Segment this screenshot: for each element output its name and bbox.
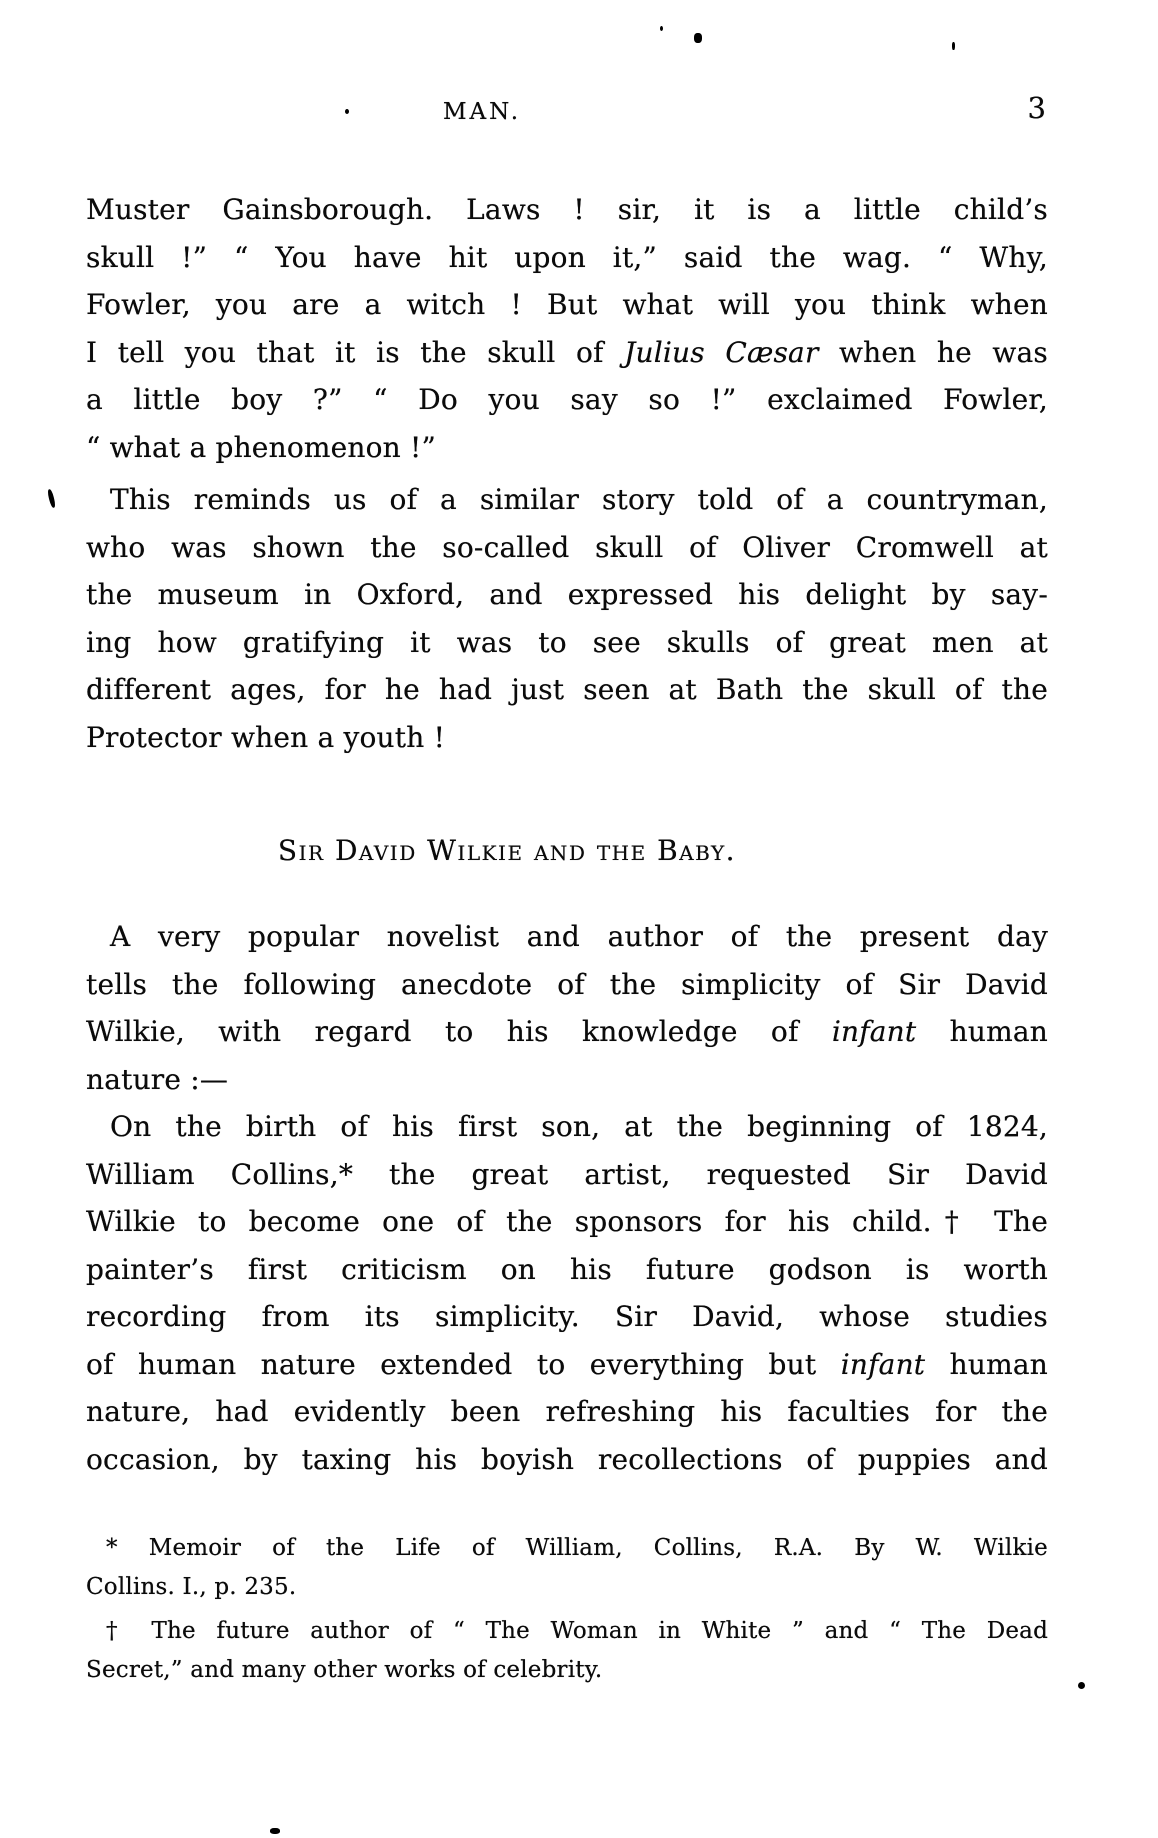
text-line bbox=[86, 1568, 1048, 1607]
text-segment: human bbox=[916, 1015, 1049, 1048]
text-segment: Muster Gainsborough. Laws ! sir, it is a little child’s bbox=[86, 193, 1048, 226]
text-line bbox=[86, 186, 1048, 234]
text-line bbox=[86, 619, 1048, 667]
text-line bbox=[86, 281, 1048, 329]
text-segment: who was shown the so-called skull of Oliver Cromwell at bbox=[86, 530, 1048, 564]
text-segment: different ages, for he had just seen at Bath the skull of the bbox=[86, 673, 1048, 706]
text-segment: “ what a phenomenon !” bbox=[86, 430, 436, 464]
text-line bbox=[86, 913, 1048, 961]
text-line bbox=[86, 1008, 1048, 1056]
ink-speck bbox=[952, 42, 955, 50]
text-line bbox=[86, 329, 1048, 377]
italic-text: infant bbox=[831, 1015, 917, 1048]
text-segment: recording from its simplicity. Sir David, whose studies bbox=[86, 1300, 1048, 1333]
text-line bbox=[86, 1198, 1048, 1246]
ink-speck bbox=[694, 33, 702, 43]
text-line bbox=[86, 1651, 1048, 1690]
text-line bbox=[86, 1612, 1048, 1651]
text-segment: † The future author of “ The Woman in White ” and “ The Dead bbox=[106, 1618, 1048, 1644]
section-heading: Sir David Wilkie and the Baby. bbox=[277, 834, 737, 867]
text-line bbox=[86, 1056, 1048, 1104]
text-segment: when he was bbox=[818, 335, 1048, 369]
text-line bbox=[86, 961, 1048, 1009]
text-line bbox=[86, 476, 1048, 524]
text-line bbox=[86, 1246, 1048, 1294]
text-line bbox=[86, 1293, 1048, 1341]
page-header bbox=[86, 91, 1048, 134]
text-segment: nature, had evidently been refreshing his faculties for the bbox=[86, 1395, 1048, 1428]
text-line bbox=[86, 376, 1048, 424]
text-segment: A very popular novelist and author of the present day bbox=[110, 920, 1048, 953]
text-segment: On the birth of his first son, at the beginning of 1824, bbox=[110, 1110, 1048, 1143]
ink-speck bbox=[270, 1828, 280, 1834]
text-segment: nature :— bbox=[86, 1062, 229, 1096]
text-line bbox=[86, 666, 1048, 714]
text-segment: ing how gratifying it was to see skulls of great men at bbox=[86, 625, 1048, 659]
text-line bbox=[86, 234, 1048, 282]
text-segment: of human nature extended to everything but bbox=[86, 1347, 841, 1381]
paragraph bbox=[86, 1103, 1048, 1483]
text-segment: Secret,” and many other works of celebrity. bbox=[86, 1657, 603, 1683]
italic-text: Julius Cæsar bbox=[624, 335, 819, 369]
text-segment: tells the following anecdote of the simplicity of Sir David bbox=[86, 967, 1048, 1001]
page-number: 3 bbox=[1027, 91, 1046, 125]
text-line bbox=[86, 1103, 1048, 1151]
text-segment: occasion, by taxing his boyish recollections of puppies and bbox=[86, 1442, 1048, 1476]
footnote bbox=[86, 1529, 1048, 1607]
text-segment: Wilkie, with regard to his knowledge of bbox=[86, 1015, 832, 1048]
text-segment: William Collins,* the great artist, requested Sir David bbox=[86, 1157, 1048, 1191]
text-line bbox=[86, 1341, 1048, 1389]
text-segment: Protector when a youth ! bbox=[86, 720, 446, 754]
text-line bbox=[86, 1436, 1048, 1484]
text-line bbox=[86, 1529, 1048, 1568]
italic-text: infant bbox=[840, 1347, 926, 1381]
ink-speck bbox=[47, 489, 56, 509]
ink-speck bbox=[1078, 1682, 1085, 1689]
text-line bbox=[86, 424, 1048, 472]
footnote bbox=[86, 1612, 1048, 1690]
text-segment: skull !” “ You have hit upon it,” said the wag. “ Why, bbox=[86, 240, 1048, 274]
text-line bbox=[86, 1388, 1048, 1436]
text-segment: painter’s first criticism on his future godson is worth bbox=[86, 1252, 1048, 1286]
text-line bbox=[86, 571, 1048, 619]
text-segment: human bbox=[925, 1347, 1048, 1381]
text-segment: I tell you that it is the skull of bbox=[86, 335, 625, 369]
running-title: MAN. bbox=[442, 99, 522, 125]
text-segment: This reminds us of a similar story told of a countryman, bbox=[110, 483, 1048, 516]
text-line bbox=[86, 1151, 1048, 1199]
text-segment: Wilkie to become one of the sponsors for his child.† The bbox=[86, 1205, 1048, 1238]
paragraph bbox=[86, 476, 1048, 761]
text-segment: * Memoir of the Life of William, Collins, R.A. By W. Wilkie bbox=[106, 1535, 1048, 1561]
paragraph bbox=[86, 186, 1048, 471]
text-segment: Collins. I., p. 235. bbox=[86, 1574, 297, 1600]
text-line bbox=[86, 714, 1048, 762]
ink-speck bbox=[660, 26, 663, 31]
footnotes bbox=[86, 1529, 1048, 1690]
paragraph bbox=[86, 913, 1048, 1103]
text-segment: Fowler, you are a witch ! But what will you think when bbox=[86, 288, 1048, 321]
text-segment: a little boy ?” “ Do you say so !” exclaimed Fowler, bbox=[86, 383, 1048, 416]
page-body bbox=[86, 186, 1048, 1690]
text-segment: the museum in Oxford, and expressed his delight by say- bbox=[86, 578, 1048, 611]
text-line bbox=[86, 524, 1048, 572]
